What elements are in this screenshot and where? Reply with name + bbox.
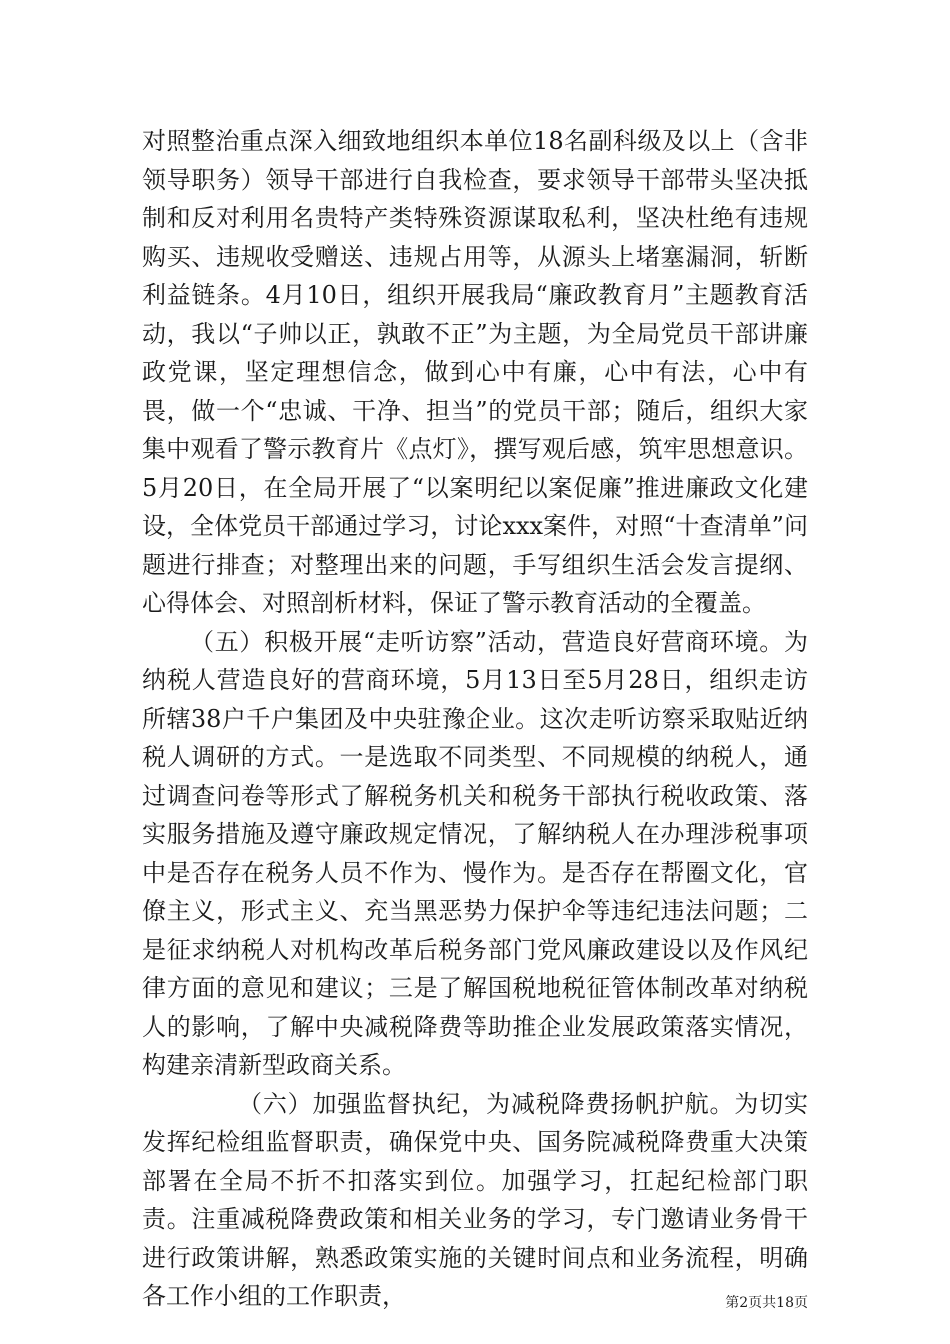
document-body (142, 122, 808, 1316)
page-number: 第2页共18页 (725, 1295, 808, 1311)
paragraph-continued: 对照整治重点深入细致地组织本单位18名副科级及以上（含非领导职务）领导干部进行自我检查，要求领导干部带头坚决抵制和反对利用名贵特产类特殊资源谋取私利，坚决杜绝有违规购买、违规收受赠送、违规占用等，从源头上堵塞漏洞，斩断利益链条。4月10日，组织开展我局“廉政教育月”主题教育活动，我以“子帅以正，孰敢不正”为主题，为全局党员干部讲廉政党课，坚定理想信念，做到心中有廉，心中有法，心中有畏，做一个“忠诚、干净、担当”的党员干部；随后，组织大家集中观看了警示教育片《点灯》，撰写观后感，筑牢思想意识。5月20日，在全局开展了“以案明纪以案促廉”推进廉政文化建设，全体党员干部通过学习，讨论xxx案件，对照“十查清单”问题进行排查；对整理出来的问题，手写组织生活会发言提纲、心得体会、对照剖析材料，保证了警示教育活动的全覆盖。 (142, 127, 808, 617)
paragraph-section-six: （六）加强监督执纪，为减税降费扬帆护航。为切实发挥纪检组监督职责，确保党中央、国务院减税降费重大决策部署在全局不折不扣落实到位。加强学习，扛起纪检部门职责。注重减税降费政策和相关业务的学习，专门邀请业务骨干进行政策讲解，熟悉政策实施的关键时间点和业务流程，明确各工作小组的工作职责， (142, 1089, 808, 1310)
paragraph-section-five: （五）积极开展“走听访察”活动，营造良好营商环境。为纳税人营造良好的营商环境，5月13日至5月28日，组织走访所辖38户千户集团及中央驻豫企业。这次走听访察采取贴近纳税人调研的方式。一是选取不同类型、不同规模的纳税人，通过调查问卷等形式了解税务机关和税务干部执行税收政策、落实服务措施及遵守廉政规定情况，了解纳税人在办理涉税事项中是否存在税务人员不作为、慢作为。是否存在帮圈文化，官僚主义，形式主义、充当黑恶势力保护伞等违纪违法问题；二是征求纳税人对机构改革后税务部门党风廉政建设以及作风纪律方面的意见和建议；三是了解国税地税征管体制改革对纳税人的影响，了解中央减税降费等助推企业发展政策落实情况，构建亲清新型政商关系。 (142, 627, 808, 1079)
